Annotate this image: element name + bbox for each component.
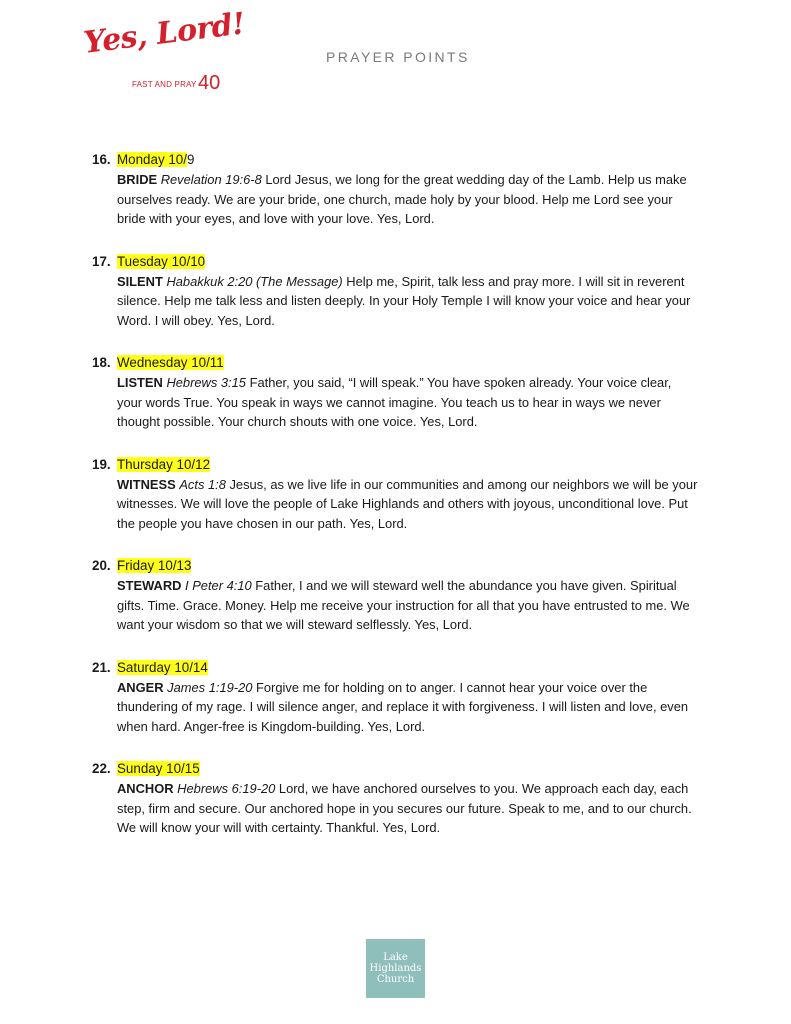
- prayer-item: [92, 252, 712, 331]
- prayer-body: [117, 475, 699, 534]
- church-logo-line: Lake: [383, 952, 408, 963]
- prayer-number: 16.: [92, 152, 111, 167]
- prayer-body: [117, 576, 699, 635]
- prayer-number: 19.: [92, 456, 111, 472]
- prayer-body: [117, 779, 699, 838]
- prayer-body: [117, 678, 699, 737]
- prayer-keyword: WITNESS: [117, 476, 176, 492]
- prayer-item: [92, 759, 712, 838]
- prayer-item: [92, 556, 712, 635]
- prayer-date: Wednesday 10/11: [117, 355, 224, 370]
- prayer-number: 22.: [92, 761, 111, 776]
- prayer-number: 21.: [92, 659, 111, 675]
- scripture-reference: Revelation 19:6-8: [160, 172, 262, 187]
- prayer-date: Saturday 10/14: [117, 659, 208, 675]
- prayer-date: Sunday 10/15: [117, 761, 200, 776]
- prayer-text: Jesus, as we live life in our communities and among our neighbors we will be your witnesses. We will love the people of Lake Highlands and others with joyous, unconditional love. Put the people you have chosen in our path. Yes, Lord.: [117, 476, 698, 531]
- prayer-item: [92, 658, 712, 737]
- prayer-keyword: SILENT: [117, 273, 163, 289]
- prayer-item-header: [92, 150, 712, 170]
- prayer-text: Forgive me for holding on to anger. I cannot hear your voice over the thundering of my rage. I will silence anger, and replace it with forgiveness. I will listen and love, even when hard. Anger-free is Kingdom-building. Yes, Lord.: [117, 679, 689, 734]
- church-logo-line: Highlands: [369, 963, 422, 974]
- prayer-keyword: ANGER: [117, 679, 164, 695]
- church-logo: [366, 939, 425, 998]
- prayer-date: Monday 10/: [117, 152, 187, 167]
- prayer-text: Father, I and we will steward well the abundance you have given. Spiritual gifts. Time. Grace. Money. Help me receive your instruction for all that you have entrusted to me. We want your wisdom so that we will steward selflessly. Yes, Lord.: [117, 578, 690, 632]
- prayer-text: Father, you said, “I will speak.” You have spoken already. Your voice clear, your words True. You speak in ways we cannot imagine. You teach us to hear in ways we never thought possible. Your church shouts with one voice. Yes, Lord.: [117, 375, 672, 429]
- prayer-text: Help me, Spirit, talk less and pray more. I will sit in reverent silence. Help me talk less and listen deeply. In your Holy Temple I will know your voice and hear your Word. I will obey. Yes, Lord.: [117, 273, 691, 328]
- prayer-item: [92, 150, 712, 229]
- logo-subtitle: FAST AND PRAY: [132, 80, 197, 89]
- prayer-date: Friday 10/13: [117, 558, 192, 573]
- page-title: PRAYER POINTS: [326, 49, 470, 65]
- logo-number: 40: [198, 72, 221, 94]
- prayer-keyword: BRIDE: [117, 172, 158, 187]
- scripture-reference: Habakkuk 2:20 (The Message): [166, 273, 343, 289]
- prayer-body: [117, 170, 699, 229]
- prayer-list: [92, 150, 712, 861]
- prayer-text: Lord, we have anchored ourselves to you. We approach each day, each step, firm and secure. Our anchored hope in you secures our future. Speak to me, and to our church. We will know your will with certainty. Thankful. Yes, Lord.: [117, 781, 692, 835]
- prayer-item-header: [92, 455, 712, 475]
- scripture-reference: Hebrews 3:15: [166, 375, 246, 390]
- prayer-item: [92, 455, 712, 534]
- prayer-item-header: [92, 759, 712, 779]
- prayer-item-header: [92, 353, 712, 373]
- prayer-item-header: [92, 252, 712, 272]
- prayer-body: [117, 272, 699, 331]
- scripture-reference: I Peter 4:10: [185, 578, 252, 593]
- prayer-body: [117, 373, 699, 432]
- prayer-number: 17.: [92, 253, 111, 269]
- prayer-keyword: LISTEN: [117, 375, 163, 390]
- prayer-keyword: ANCHOR: [117, 781, 174, 796]
- prayer-date-tail: 9: [186, 152, 195, 167]
- scripture-reference: Acts 1:8: [179, 476, 226, 492]
- prayer-text: Lord Jesus, we long for the great wedding day of the Lamb. Help us make ourselves ready. We are your bride, one church, made holy by your blood. Help me Lord see your bride with your eyes, and love with your love. Yes, Lord.: [117, 172, 687, 226]
- yes-lord-logo: [81, 6, 247, 96]
- prayer-date: Thursday 10/12: [117, 456, 211, 472]
- prayer-item: [92, 353, 712, 432]
- scripture-reference: James 1:19-20: [167, 679, 253, 695]
- prayer-item-header: [92, 556, 712, 576]
- church-logo-line: Church: [376, 974, 415, 985]
- prayer-number: 18.: [92, 355, 111, 370]
- logo-title: Yes, Lord!: [81, 6, 247, 61]
- scripture-reference: Hebrews 6:19-20: [177, 781, 276, 796]
- prayer-number: 20.: [92, 558, 111, 573]
- prayer-keyword: STEWARD: [117, 578, 182, 593]
- prayer-date: Tuesday 10/10: [117, 253, 206, 269]
- prayer-item-header: [92, 658, 712, 678]
